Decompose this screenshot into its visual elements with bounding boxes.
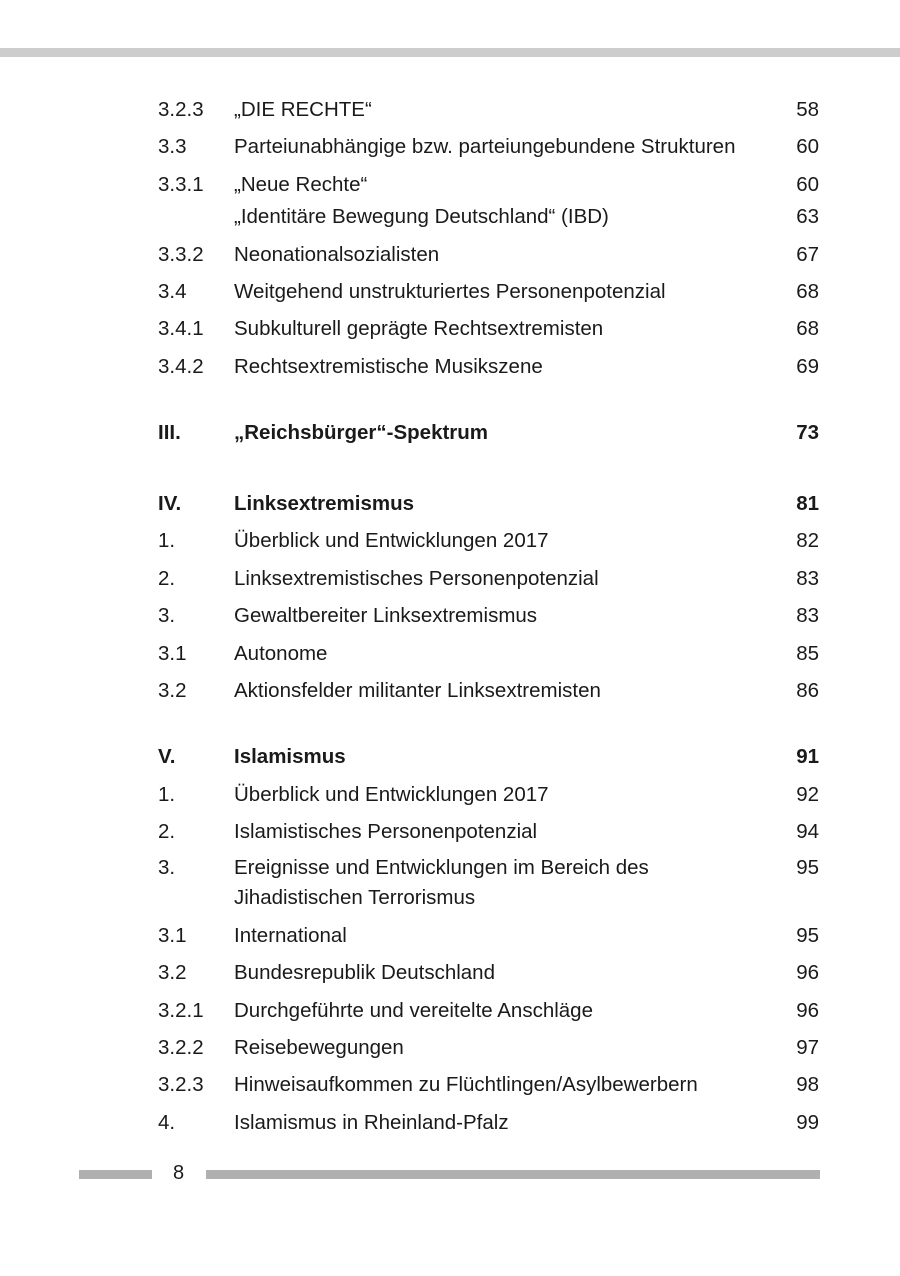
toc-entry: [0, 922, 900, 950]
toc-entry-number: 4.: [158, 1111, 176, 1134]
toc-entry: [0, 96, 900, 124]
toc-entry-number: 3.4: [158, 280, 187, 303]
toc-entry-title: Gewaltbereiter Linksextremismus: [234, 604, 538, 627]
toc-entry: [0, 565, 900, 593]
toc-entry-number: 3.3.2: [158, 243, 204, 266]
toc-entry-number: V.: [158, 745, 176, 768]
toc-entry: [0, 353, 900, 381]
toc-entry-number: 3.2.3: [158, 1073, 204, 1096]
toc-entry-page: 83: [796, 604, 819, 627]
toc-entry: [0, 854, 900, 909]
toc-entry-page: 98: [796, 1073, 819, 1096]
toc-entry: [0, 1034, 900, 1062]
toc-entry: [0, 419, 900, 447]
toc-entry-page: 96: [796, 961, 819, 984]
toc-entry-title: Islamistisches Personenpotenzial: [234, 820, 538, 843]
toc-entry-number: 1.: [158, 529, 176, 552]
toc-entry-number: 3.2: [158, 679, 187, 702]
toc-entry-title: Islamismus: [234, 745, 346, 768]
toc-entry-number: 2.: [158, 567, 176, 590]
toc-entry-number: 3.4.1: [158, 317, 204, 340]
toc-entry-title: Ereignisse und Entwicklungen im Bereich des: [234, 856, 649, 879]
toc-entry-title: Linksextremistisches Personenpotenzial: [234, 567, 599, 590]
toc-entry: [0, 781, 900, 809]
toc-entry: [0, 602, 900, 630]
toc-entry-number: III.: [158, 421, 181, 444]
toc-entry-page: 95: [796, 924, 819, 947]
toc-entry-title: Subkulturell geprägte Rechtsextremisten: [234, 317, 604, 340]
toc-entry: [0, 959, 900, 987]
toc-entry-page: 60: [796, 173, 819, 196]
toc-entry-number: 3.3.1: [158, 173, 204, 196]
toc-entry-page: 83: [796, 567, 819, 590]
toc-entry-number: 3.1: [158, 642, 187, 665]
toc-entry-number: 3.2: [158, 961, 187, 984]
toc-entry-title: Autonome: [234, 642, 328, 665]
toc-entry: [0, 818, 900, 846]
toc-entry: [0, 490, 900, 518]
toc-entry-page: 68: [796, 317, 819, 340]
toc-entry-page: 82: [796, 529, 819, 552]
toc-entry-page: 60: [796, 135, 819, 158]
toc-entry-number: 3.1: [158, 924, 187, 947]
toc-entry-title: International: [234, 924, 347, 947]
toc-entry: [0, 743, 900, 771]
toc-entry: [0, 677, 900, 705]
toc-entry-number: 3.4.2: [158, 355, 204, 378]
toc-entry-title: Rechtsextremistische Musikszene: [234, 355, 543, 378]
toc-entry-title: Islamismus in Rheinland-Pfalz: [234, 1111, 509, 1134]
toc-entry-title: „Reichsbürger“-Spektrum: [234, 421, 489, 444]
toc-entry-title: Neonationalsozialisten: [234, 243, 440, 266]
toc-entry: [0, 997, 900, 1025]
header-rule: [0, 48, 900, 57]
toc-entry-page: 97: [796, 1036, 819, 1059]
toc-entry-page: 86: [796, 679, 819, 702]
toc-entry-title: Durchgeführte und vereitelte Anschläge: [234, 999, 593, 1022]
toc-entry-page: 69: [796, 355, 819, 378]
toc-entry-page: 91: [796, 745, 819, 768]
toc-entry-number: 2.: [158, 820, 176, 843]
toc-entry-page: 63: [796, 205, 819, 228]
toc-entry: [0, 241, 900, 269]
toc-entry: [0, 315, 900, 343]
toc-entry: [0, 133, 900, 161]
toc-entry-page: 85: [796, 642, 819, 665]
toc-entry-title: Bundesrepublik Deutschland: [234, 961, 495, 984]
page-number: 8: [173, 1162, 185, 1184]
toc-entry-page: 67: [796, 243, 819, 266]
toc-entry-page: 73: [796, 421, 819, 444]
toc-entry-title: Überblick und Entwicklungen 2017: [234, 529, 549, 552]
toc-entry-number: 3.2.3: [158, 98, 204, 121]
toc-entry-number: IV.: [158, 492, 182, 515]
toc-entry-page: 81: [796, 492, 819, 515]
toc-entry-title: Überblick und Entwicklungen 2017: [234, 783, 549, 806]
toc-entry-title: Hinweisaufkommen zu Flüchtlingen/Asylbewerbern: [234, 1073, 698, 1096]
toc-entry-title: „DIE RECHTE“: [234, 98, 372, 121]
toc-entry-number: 3.2.2: [158, 1036, 204, 1059]
toc-entry-title: „Identitäre Bewegung Deutschland“ (IBD): [234, 205, 609, 228]
toc-entry-page: 94: [796, 820, 819, 843]
toc-entry-number: 3.: [158, 604, 176, 627]
toc-entry-title: Weitgehend unstrukturiertes Personenpotenzial: [234, 280, 666, 303]
toc-entry: [0, 203, 900, 231]
toc-entry-title: Linksextremismus: [234, 492, 415, 515]
toc-entry-number: 1.: [158, 783, 176, 806]
toc-entry: [0, 640, 900, 668]
toc-entry-title: „Neue Rechte“: [234, 173, 368, 196]
toc-entry-number: 3.2.1: [158, 999, 204, 1022]
toc-entry-page: 68: [796, 280, 819, 303]
toc-entry: [0, 171, 900, 199]
toc-entry-number: 3.3: [158, 135, 187, 158]
toc-entry-page: 96: [796, 999, 819, 1022]
footer-rule-left: [79, 1170, 152, 1179]
toc-entry: [0, 527, 900, 555]
toc-entry-title: Reisebewegungen: [234, 1036, 404, 1059]
toc-entry-page: 99: [796, 1111, 819, 1134]
toc-entry-page: 58: [796, 98, 819, 121]
toc-entry-title: Aktionsfelder militanter Linksextremisten: [234, 679, 601, 702]
toc-entry: [0, 1071, 900, 1099]
toc-entry-number: 3.: [158, 856, 176, 879]
toc-entry-page: 95: [796, 856, 819, 879]
toc-entry-title-continued: Jihadistischen Terrorismus: [234, 886, 476, 909]
toc-entry-page: 92: [796, 783, 819, 806]
footer-rule-right: [206, 1170, 820, 1179]
toc-entry-title: Parteiunabhängige bzw. parteiungebundene Strukturen: [234, 135, 736, 158]
toc-entry: [0, 278, 900, 306]
toc-entry: [0, 1109, 900, 1137]
